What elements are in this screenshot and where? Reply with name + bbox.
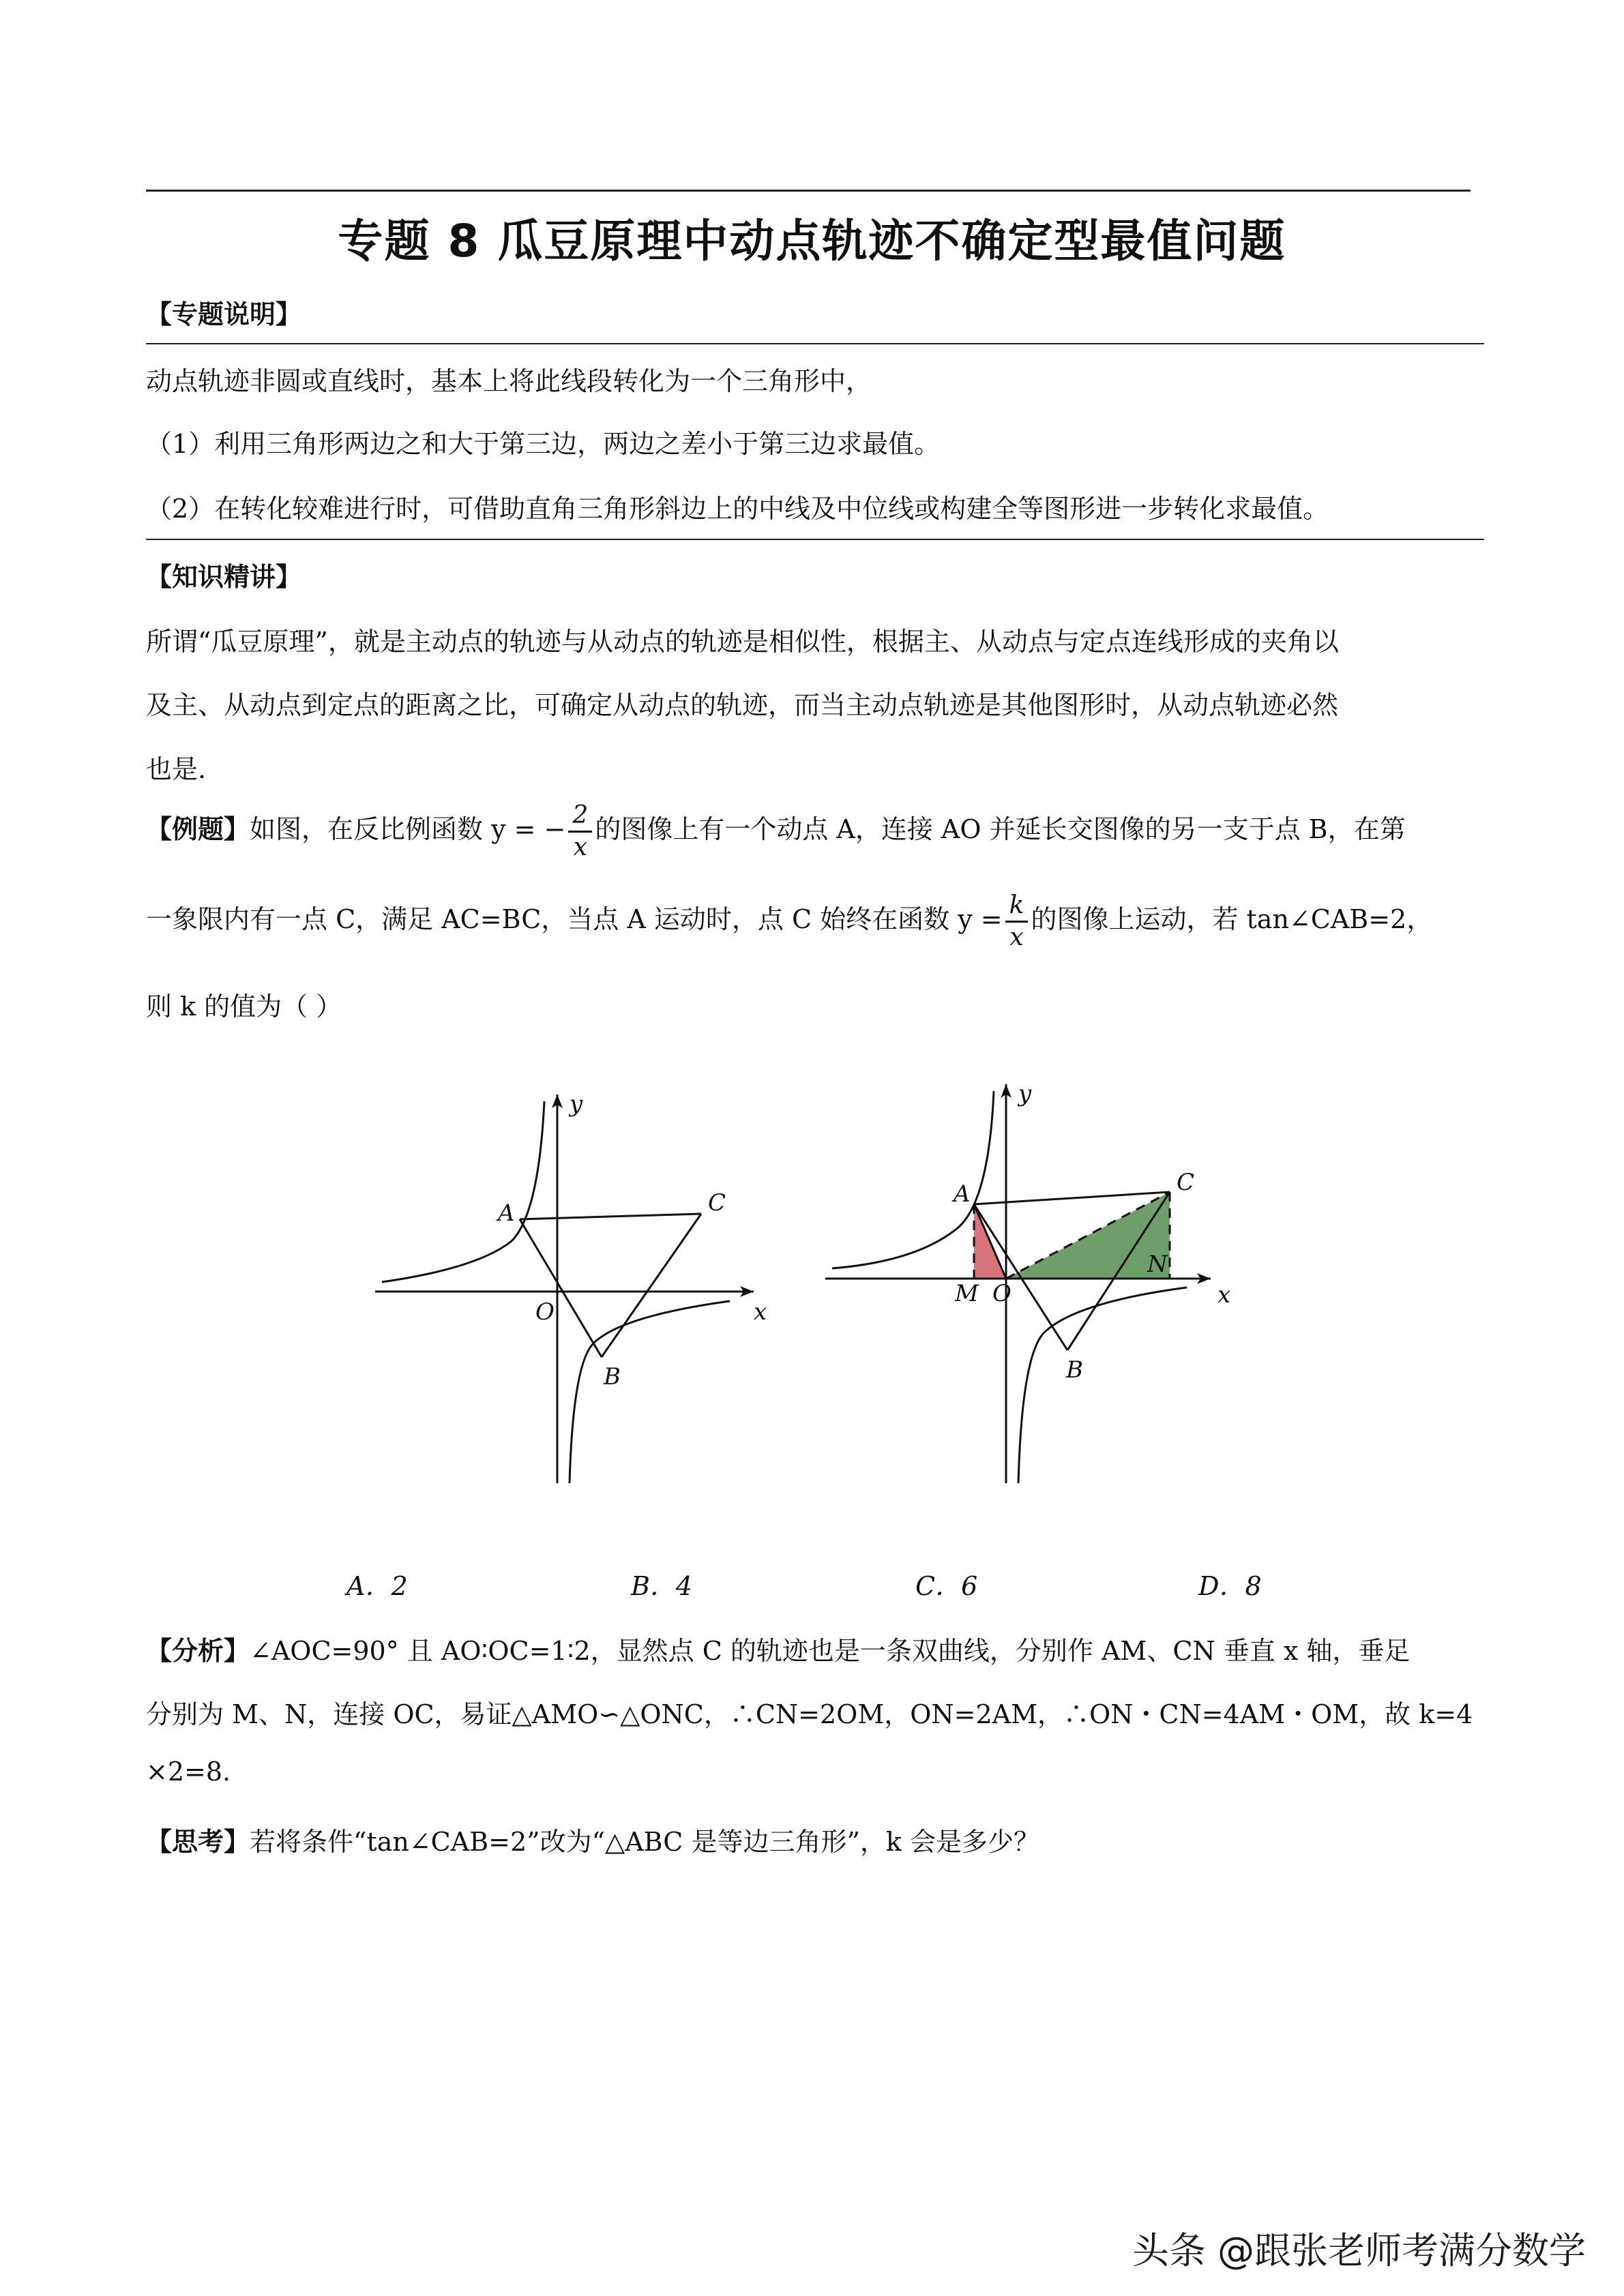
hyperbola-upper-left (382, 1101, 544, 1282)
knowledge-line: 及主、从动点到定点的距离之比，可确定从动点的轨迹，而当主动点轨迹是其他图形时，从动点轨迹必然 (146, 690, 1339, 720)
label-M: M (955, 1280, 979, 1307)
page-title: 专题 8 瓜豆原理中动点轨迹不确定型最值问题 (338, 215, 1286, 267)
segment-AB (520, 1219, 602, 1357)
hyperbola-lower-right (1018, 1287, 1187, 1483)
label-O: O (535, 1298, 555, 1326)
knowledge-line: 也是. (146, 754, 207, 784)
label-C: C (708, 1189, 726, 1217)
example-label: 【例题】 (146, 814, 250, 844)
segment-AC (520, 1214, 701, 1219)
segment-AC (974, 1192, 1170, 1204)
example-text: 的图像上运动，若 tan∠CAB=2， (1031, 904, 1433, 934)
section-rule (146, 343, 1484, 344)
think-line (146, 1821, 1039, 1858)
example-line-3: 则 k 的值为（ ） (146, 992, 342, 1022)
example-text: 的图像上有一个动点 A，连接 AO 并延长交图像的另一支于点 B，在第 (595, 814, 1406, 844)
analysis-line-1 (146, 1630, 1410, 1667)
figure-1 (361, 1084, 784, 1493)
triangle-ONC (1006, 1192, 1170, 1279)
label-x: x (1217, 1281, 1231, 1309)
label-x: x (754, 1298, 767, 1326)
option-b: B．4 (631, 1571, 693, 1601)
label-A: A (498, 1199, 515, 1227)
analysis-line-2: 分别为 M、N，连接 OC，易证△AMO∽△ONC，∴CN=2OM，ON=2AM，∴ON・CN=4AM・OM，故 k=4 (146, 1699, 1473, 1729)
label-N: N (1147, 1251, 1168, 1278)
example-line-2 (146, 893, 1432, 950)
watermark: 头条 @跟张老师考满分数学 (1132, 2229, 1586, 2272)
fraction: $\frac{k}{x}$ (1005, 893, 1029, 950)
section-heading-description: 【专题说明】 (146, 299, 302, 329)
description-line: （2）在转化较难进行时，可借助直角三角形斜边上的中线及中位线或构建全等图形进一步转化求最值。 (146, 494, 1329, 524)
option-c: C．6 (915, 1571, 978, 1601)
think-text: 若将条件“tan∠CAB=2”改为“△ABC 是等边三角形”，k 会是多少？ (250, 1827, 1039, 1857)
fraction: $\frac{2}{x}$ (568, 803, 592, 860)
top-rule (146, 190, 1471, 192)
example-text: 如图，在反比例函数 y = − (250, 814, 566, 844)
label-B: B (604, 1363, 621, 1390)
label-y: y (1018, 1080, 1032, 1107)
knowledge-line: 所谓“瓜豆原理”，就是主动点的轨迹与从动点的轨迹是相似性，根据主、从动点与定点连线形成的夹角以 (146, 627, 1339, 657)
analysis-text: ∠AOC=90° 且 AO∶OC=1∶2，显然点 C 的轨迹也是一条双曲线，分别作 AM、CN 垂直 x 轴，垂足 (250, 1636, 1411, 1666)
hyperbola-lower-right (570, 1301, 730, 1483)
hyperbola-upper-left (832, 1091, 994, 1268)
section-heading-knowledge: 【知识精讲】 (146, 562, 302, 592)
figure-2 (815, 1071, 1252, 1493)
label-y: y (570, 1090, 583, 1118)
segment-BC (602, 1214, 701, 1357)
description-line: 动点轨迹非圆或直线时，基本上将此线段转化为一个三角形中， (146, 366, 872, 396)
example-text: 一象限内有一点 C，满足 AC=BC，当点 A 运动时，点 C 始终在函数 y = (146, 904, 1003, 934)
analysis-line-3: ×2=8. (146, 1757, 231, 1787)
option-d: D．8 (1198, 1571, 1262, 1601)
label-B: B (1066, 1356, 1083, 1384)
label-A: A (954, 1180, 971, 1208)
analysis-label: 【分析】 (146, 1636, 250, 1666)
section-rule (146, 539, 1484, 540)
example-line-1 (146, 803, 1406, 860)
description-line: （1）利用三角形两边之和大于第三边，两边之差小于第三边求最值。 (146, 429, 941, 459)
option-a: A．2 (346, 1571, 408, 1601)
label-O: O (992, 1280, 1012, 1307)
think-label: 【思考】 (146, 1827, 250, 1857)
label-C: C (1177, 1169, 1195, 1196)
